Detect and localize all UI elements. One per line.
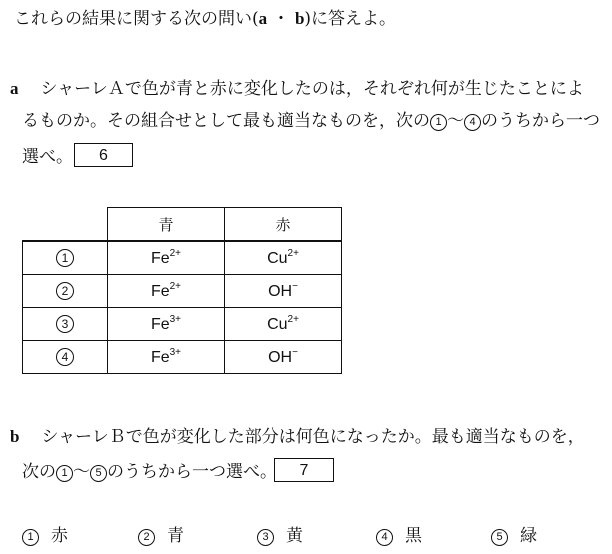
choice-label: 赤	[51, 526, 68, 546]
question-b-text-1: シャーレＢで色が変化した部分は何色になったか。最も適当なものを，	[41, 427, 585, 447]
answer-box-7[interactable]: 7	[274, 458, 334, 482]
cell-blue	[108, 341, 225, 374]
ion-base: Fe	[150, 250, 170, 267]
cell-blue	[108, 275, 225, 308]
ion-charge: 2+	[287, 314, 299, 325]
question-b-line2	[22, 462, 277, 482]
intro-text	[14, 9, 396, 29]
table-row[interactable]	[23, 308, 342, 341]
ion-charge: 2+	[287, 248, 299, 259]
choice-label: 黒	[405, 526, 422, 546]
choice-number-icon: 1	[56, 249, 74, 267]
question-a-text-4: 選べ。	[22, 147, 73, 167]
cell-red	[225, 275, 342, 308]
question-a-text-1: シャーレＡで色が青と赤に変化したのは，それぞれ何が生じたことによ	[40, 79, 584, 99]
ion-base: Cu	[267, 250, 288, 267]
choice-item[interactable]	[138, 526, 184, 546]
question-a-text-2: るものか。その組合せとして最も適当なものを，次の	[22, 111, 430, 131]
ion-base: Fe	[150, 316, 170, 333]
row-number	[23, 308, 108, 341]
answer-table	[22, 207, 342, 374]
ion-charge: −	[292, 347, 298, 358]
question-a-line3	[22, 147, 73, 167]
choice-number-icon: 3	[257, 529, 274, 546]
question-a-line2	[22, 111, 600, 131]
table-row[interactable]	[23, 241, 342, 275]
intro-dot: ・	[267, 9, 295, 29]
choice-number-icon: 1	[22, 529, 39, 546]
question-b-line1	[10, 427, 585, 447]
ion-base: Fe	[150, 283, 170, 300]
ion-charge: 2+	[169, 248, 182, 259]
cell-red	[225, 341, 342, 374]
ion-base: OH	[268, 283, 293, 300]
choice-item[interactable]	[22, 526, 68, 546]
choice-number-icon: 2	[56, 282, 74, 300]
row-number	[23, 341, 108, 374]
range-end-icon: 5	[90, 465, 107, 482]
table-header-empty	[23, 208, 108, 242]
table-row[interactable]	[23, 341, 342, 374]
row-number	[23, 241, 108, 275]
ion-charge: 3+	[169, 314, 182, 325]
range-end-icon: 4	[464, 114, 481, 131]
choice-number-icon: 2	[138, 529, 155, 546]
ion-base: OH	[268, 349, 293, 366]
range-sep: ～	[447, 111, 464, 131]
intro-post: )に答えよ。	[304, 9, 397, 29]
table-header-row	[23, 208, 342, 242]
question-a-text-3: のうちから一つ	[481, 111, 600, 131]
question-a-line1	[10, 79, 584, 99]
cell-red	[225, 241, 342, 275]
range-start-icon: 1	[56, 465, 73, 482]
range-start-icon: 1	[430, 114, 447, 131]
choice-label: 青	[167, 526, 184, 546]
choice-item[interactable]	[491, 526, 537, 546]
choice-item[interactable]	[376, 526, 422, 546]
answer-box-6[interactable]: 6	[74, 143, 133, 167]
ion-base: Cu	[267, 316, 288, 333]
choice-number-icon: 4	[56, 348, 74, 366]
ion-charge: 3+	[169, 347, 182, 358]
cell-blue	[108, 308, 225, 341]
cell-red	[225, 308, 342, 341]
ion-charge: 2+	[169, 281, 182, 292]
ion-base: Fe	[150, 349, 170, 366]
question-a-label: a	[10, 79, 19, 98]
intro-label-a: a	[258, 9, 268, 28]
table-header-blue: 青	[108, 208, 225, 242]
choice-item[interactable]	[257, 526, 303, 546]
choice-number-icon: 3	[56, 315, 74, 333]
cell-blue	[108, 241, 225, 275]
table-header-red: 赤	[225, 208, 342, 242]
intro-pre: これらの結果に関する次の問い(	[14, 9, 259, 29]
row-number	[23, 275, 108, 308]
choice-number-icon: 4	[376, 529, 393, 546]
choice-label: 黄	[286, 526, 303, 546]
table-row[interactable]	[23, 275, 342, 308]
question-b-text-2: 次の	[22, 462, 56, 482]
ion-charge: −	[292, 281, 298, 292]
range-sep: ～	[73, 462, 90, 482]
question-b-text-3: のうちから一つ選べ。	[107, 462, 277, 482]
question-b-label: b	[10, 427, 20, 446]
intro-label-b: b	[294, 9, 305, 28]
choice-label: 緑	[520, 526, 537, 546]
choice-number-icon: 5	[491, 529, 508, 546]
